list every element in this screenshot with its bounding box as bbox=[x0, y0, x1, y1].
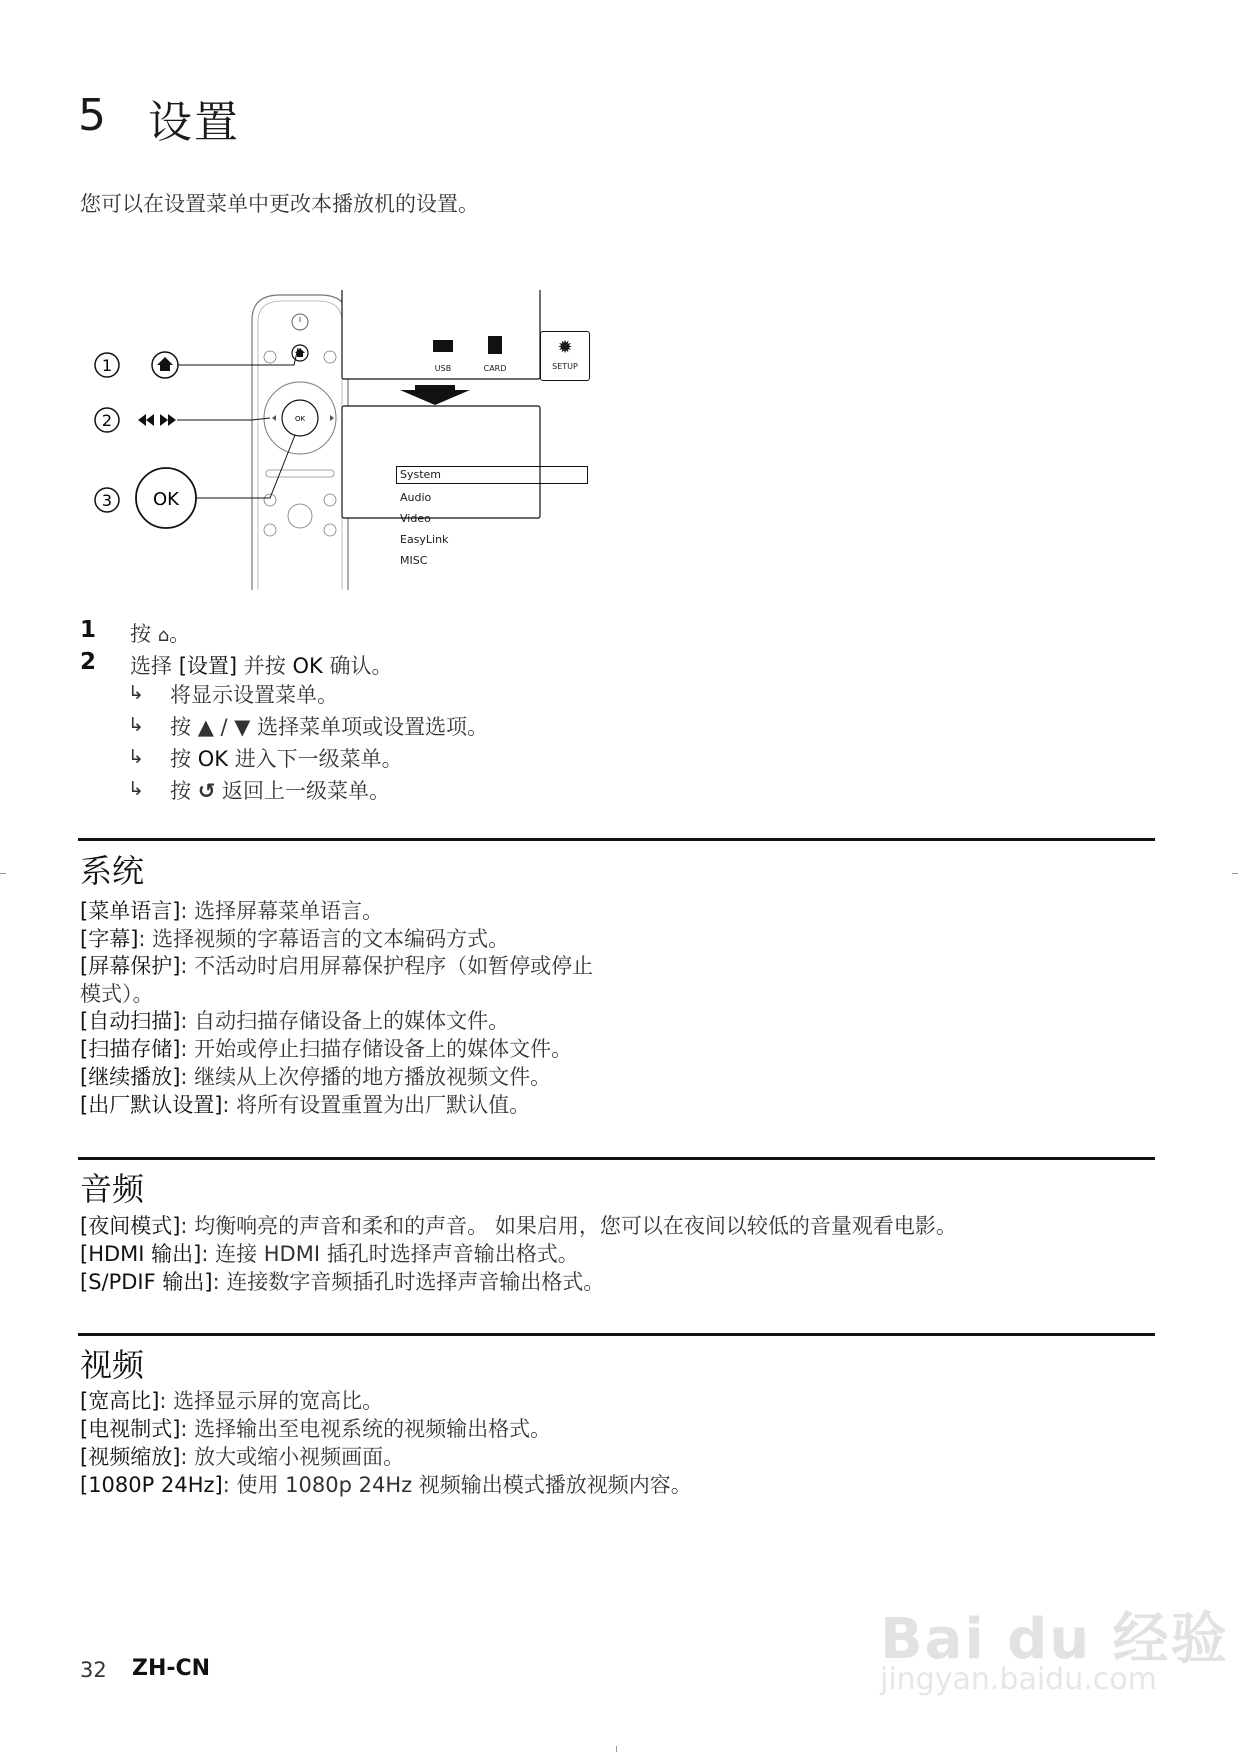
page-number: 32 bbox=[80, 1658, 107, 1682]
result-3-pre: 按 bbox=[170, 747, 191, 771]
item-text: : 连接 HDMI 插孔时选择声音输出格式。 bbox=[201, 1242, 579, 1266]
item-key: [1080P 24Hz] bbox=[80, 1473, 223, 1497]
item-key: [自动扫描] bbox=[80, 1009, 181, 1033]
system-item-cont: 模式）。 bbox=[80, 982, 154, 1006]
callout-2-label: 2 bbox=[101, 411, 113, 430]
section-title-audio: 音频 bbox=[80, 1170, 145, 1208]
item-text: : 选择输出至电视系统的视频输出格式。 bbox=[180, 1417, 552, 1441]
item-key: [电视制式] bbox=[80, 1417, 181, 1441]
video-item bbox=[80, 1388, 383, 1415]
item-text: : 选择显示屏的宽高比。 bbox=[159, 1389, 384, 1413]
section-divider bbox=[78, 1157, 1155, 1160]
step-2-ok: OK bbox=[292, 654, 323, 678]
item-key: [出厂默认设置] bbox=[80, 1093, 223, 1117]
leader-lines bbox=[177, 348, 298, 498]
audio-item bbox=[80, 1269, 604, 1296]
item-text: : 自动扫描存储设备上的媒体文件。 bbox=[180, 1009, 510, 1033]
crop-mark bbox=[616, 1746, 617, 1752]
menu-item-setup bbox=[540, 331, 590, 381]
setup-label: SETUP bbox=[552, 362, 578, 371]
item-text: : 不活动时启用屏幕保护程序（如暂停或停止 bbox=[180, 954, 594, 978]
step-2-text bbox=[130, 650, 392, 680]
item-text: : 选择视频的字幕语言的文本编码方式。 bbox=[138, 927, 510, 951]
audio-item bbox=[80, 1213, 957, 1240]
chapter-title: 设置 bbox=[148, 97, 240, 148]
item-text: : 选择屏幕菜单语言。 bbox=[180, 899, 384, 923]
item-key: [视频缩放] bbox=[80, 1445, 181, 1469]
menu-item-card bbox=[470, 336, 520, 373]
callout-1 bbox=[95, 353, 119, 377]
remote-control bbox=[252, 295, 348, 590]
callout-2 bbox=[95, 408, 119, 432]
item-key: [菜单语言] bbox=[80, 899, 181, 923]
language-code: ZH-CN bbox=[132, 1656, 211, 1681]
arrow-down-icon bbox=[400, 385, 470, 405]
item-key: [字幕] bbox=[80, 927, 139, 951]
step-2-pre: 选择 bbox=[130, 654, 172, 678]
step-1-post: 。 bbox=[169, 622, 191, 646]
section-title-video: 视频 bbox=[80, 1346, 145, 1384]
item-text: : 将所有设置重置为出厂默认值。 bbox=[222, 1093, 531, 1117]
result-1: 将显示设置菜单。 bbox=[170, 683, 338, 707]
step-1-text bbox=[130, 618, 190, 648]
result-arrow-icon: ↳ bbox=[128, 714, 144, 736]
system-item bbox=[80, 953, 593, 980]
remote-menu-figure bbox=[80, 290, 620, 600]
result-2-pre: 按 bbox=[170, 715, 191, 739]
video-item bbox=[80, 1416, 551, 1443]
section-divider bbox=[78, 1333, 1155, 1336]
watermark-url: jingyan.baidu.com bbox=[880, 1662, 1157, 1697]
item-key: [宽高比] bbox=[80, 1389, 160, 1413]
video-item bbox=[80, 1444, 404, 1471]
system-item bbox=[80, 926, 509, 953]
gear-icon: ✹ bbox=[557, 337, 573, 358]
item-key: [S/PDIF 输出] bbox=[80, 1270, 213, 1294]
chapter-number: 5 bbox=[78, 90, 106, 141]
setup-menu-panel bbox=[342, 406, 540, 518]
up-down-icon: ▲ / ▼ bbox=[197, 715, 251, 739]
item-key: [HDMI 输出] bbox=[80, 1242, 202, 1266]
section-divider bbox=[78, 838, 1155, 841]
item-text: : 连接数字音频插孔时选择声音输出格式。 bbox=[212, 1270, 605, 1294]
home-icon: ⌂ bbox=[157, 625, 170, 646]
step-1-pre: 按 bbox=[130, 622, 151, 646]
rewind-forward-icon bbox=[138, 414, 176, 426]
result-4-pre: 按 bbox=[170, 779, 191, 803]
result-2 bbox=[170, 711, 488, 741]
system-item bbox=[80, 1008, 509, 1035]
system-item bbox=[80, 1036, 572, 1063]
item-text: : 继续从上次停播的地方播放视频文件。 bbox=[180, 1065, 552, 1089]
home-button-icon bbox=[152, 352, 178, 378]
usb-label: USB bbox=[434, 364, 452, 373]
intro-paragraph: 您可以在设置菜单中更改本播放机的设置。 bbox=[80, 192, 479, 216]
item-text: : 开始或停止扫描存储设备上的媒体文件。 bbox=[180, 1037, 573, 1061]
card-icon bbox=[488, 336, 502, 354]
watermark-brand: Bai du 经验 bbox=[880, 1607, 1229, 1672]
result-arrow-icon: ↳ bbox=[128, 746, 144, 768]
step-2-number: 2 bbox=[80, 649, 97, 675]
setup-item-video: Video bbox=[400, 512, 431, 525]
crop-mark bbox=[1232, 873, 1238, 874]
result-arrow-icon: ↳ bbox=[128, 778, 144, 800]
item-key: [夜间模式] bbox=[80, 1214, 181, 1238]
item-text: : 均衡响亮的声音和柔和的声音。 如果启用，您可以在夜间以较低的音量观看电影。 bbox=[180, 1214, 957, 1238]
setup-item-misc: MISC bbox=[400, 554, 428, 567]
setup-item-audio: Audio bbox=[400, 491, 432, 504]
item-text: : 使用 1080p 24Hz 视频输出模式播放视频内容。 bbox=[222, 1473, 692, 1497]
step-2-post: 确认。 bbox=[329, 654, 393, 678]
ok-button-large bbox=[136, 468, 196, 528]
item-key: [继续播放] bbox=[80, 1065, 181, 1089]
result-4 bbox=[170, 775, 390, 805]
audio-item bbox=[80, 1241, 579, 1268]
back-icon: ↺ bbox=[197, 779, 216, 803]
result-arrow-icon: ↳ bbox=[128, 682, 144, 704]
step-2-mid: 并按 bbox=[243, 654, 286, 678]
result-4-post: 返回上一级菜单。 bbox=[221, 779, 390, 803]
system-item bbox=[80, 1064, 551, 1091]
result-3-ok: OK bbox=[197, 747, 228, 771]
callout-1-label: 1 bbox=[101, 356, 113, 375]
system-item bbox=[80, 898, 383, 925]
result-3 bbox=[170, 743, 403, 773]
menu-item-usb bbox=[418, 340, 468, 373]
result-2-post: 选择菜单项或设置选项。 bbox=[257, 715, 489, 739]
callout-3-label: 3 bbox=[101, 491, 113, 510]
card-label: CARD bbox=[483, 364, 507, 373]
section-title-system: 系统 bbox=[80, 852, 145, 890]
step-1-number: 1 bbox=[80, 617, 97, 643]
ok-large-label: OK bbox=[153, 489, 179, 510]
svg-text:OK: OK bbox=[294, 415, 306, 423]
item-key: [扫描存储] bbox=[80, 1037, 181, 1061]
item-key: [屏幕保护] bbox=[80, 954, 181, 978]
setup-item-easylink: EasyLink bbox=[400, 533, 449, 546]
step-2-key: [设置] bbox=[178, 654, 238, 678]
result-3-post: 进入下一级菜单。 bbox=[234, 747, 403, 771]
system-item bbox=[80, 1092, 530, 1119]
crop-mark bbox=[0, 873, 6, 874]
setup-item-system: System bbox=[396, 466, 588, 484]
item-text: : 放大或缩小视频画面。 bbox=[180, 1445, 405, 1469]
video-item bbox=[80, 1472, 692, 1499]
callout-3 bbox=[95, 488, 119, 512]
usb-icon bbox=[433, 340, 453, 352]
